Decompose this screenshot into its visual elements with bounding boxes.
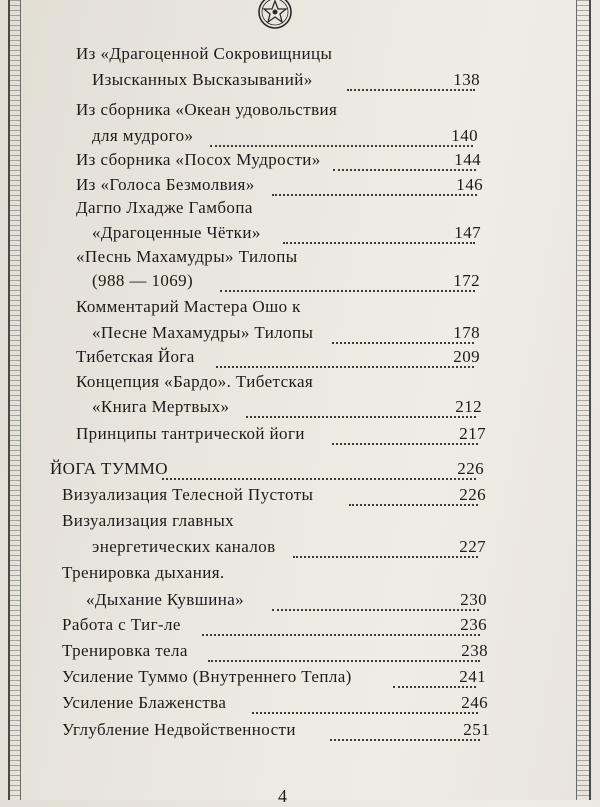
toc-entry bbox=[0, 615, 600, 641]
dot-leader bbox=[208, 658, 480, 662]
toc-entry bbox=[0, 720, 600, 746]
toc-entry bbox=[0, 424, 600, 450]
dot-leader bbox=[252, 710, 478, 714]
toc-page-number: 140 bbox=[451, 126, 478, 145]
toc-entry bbox=[0, 223, 600, 249]
toc-page-number: 147 bbox=[454, 223, 481, 242]
toc-page-number: 209 bbox=[453, 347, 480, 366]
toc-page-number: 226 bbox=[459, 485, 486, 504]
dot-leader bbox=[216, 364, 474, 368]
toc-entry-title: Тренировка тела bbox=[62, 641, 188, 660]
toc-entry-title: Усиление Блаженства bbox=[62, 693, 227, 712]
toc-entry-title: Из «Голоса Безмолвия» bbox=[76, 175, 255, 194]
toc-entry bbox=[0, 100, 600, 126]
toc-entry-title: Работа с Тиг-ле bbox=[62, 615, 181, 634]
toc-entry bbox=[0, 347, 600, 373]
toc-page-number: 178 bbox=[453, 323, 480, 342]
toc-entry-title: (988 — 1069) bbox=[92, 271, 194, 290]
toc-page-number: 246 bbox=[461, 693, 488, 712]
toc-entry-title: Комментарий Мастера Ошо к bbox=[76, 297, 301, 316]
toc-page-number: 146 bbox=[456, 175, 483, 194]
toc-entry-title: Принципы тантрической йоги bbox=[76, 424, 305, 443]
dot-leader bbox=[210, 143, 473, 147]
toc-page-number: 241 bbox=[459, 667, 486, 686]
star-emblem-icon bbox=[257, 0, 293, 30]
toc-entry bbox=[0, 247, 600, 273]
page-number: 4 bbox=[278, 786, 287, 806]
toc-page-number: 138 bbox=[453, 70, 480, 89]
toc-entry-title: энергетических каналов bbox=[92, 537, 276, 556]
toc-entry-title: для мудрого» bbox=[92, 126, 194, 145]
toc-entry bbox=[0, 459, 600, 485]
toc-entry-title: Из «Драгоценной Сокровищницы bbox=[76, 44, 333, 63]
toc-page-number: 251 bbox=[463, 720, 490, 739]
toc-entry-title: «Книга Мертвых» bbox=[92, 397, 230, 416]
toc-entry-title: «Дыхание Кувшина» bbox=[86, 590, 245, 609]
toc-entry bbox=[0, 372, 600, 398]
toc-entry-title: Визуализация Телесной Пустоты bbox=[62, 485, 314, 504]
dot-leader bbox=[220, 288, 475, 292]
toc-entry-title: «Песнь Махамудры» Тилопы bbox=[76, 247, 298, 266]
toc-entry bbox=[0, 198, 600, 224]
toc-entry bbox=[0, 397, 600, 423]
toc-page-number: 227 bbox=[459, 537, 486, 556]
toc-entry bbox=[0, 641, 600, 667]
toc-entry bbox=[0, 511, 600, 537]
toc-entry-title: Тибетская Йога bbox=[76, 347, 195, 366]
toc-entry-title: Концепция «Бардо». Тибетская bbox=[76, 372, 314, 391]
toc-page-number: 238 bbox=[461, 641, 488, 660]
toc-page-number: 212 bbox=[455, 397, 482, 416]
toc-entry bbox=[0, 667, 600, 693]
toc-entry-title: ЙОГА ТУММО bbox=[50, 459, 168, 478]
toc-page-number: 230 bbox=[460, 590, 487, 609]
toc-entry bbox=[0, 537, 600, 563]
toc-entry-title: Углубление Недвойственности bbox=[62, 720, 296, 739]
toc-entry-title: Усиление Туммо (Внутреннего Тепла) bbox=[62, 667, 352, 686]
toc-page-number: 217 bbox=[459, 424, 486, 443]
toc-entry bbox=[0, 590, 600, 616]
toc-entry-title: Из сборника «Посох Мудрости» bbox=[76, 150, 321, 169]
toc-entry-title: Изысканных Высказываний» bbox=[92, 70, 313, 89]
toc-page-number: 172 bbox=[453, 271, 480, 290]
toc-page-number: 144 bbox=[454, 150, 481, 169]
toc-entry-title: «Драгоценные Чётки» bbox=[92, 223, 261, 242]
toc-entry bbox=[0, 271, 600, 297]
toc-entry-title: Визуализация главных bbox=[62, 511, 235, 530]
toc-entry-title: «Песне Махамудры» Тилопы bbox=[92, 323, 314, 342]
toc-entry-title: Дагпо Лхадже Гамбопа bbox=[76, 198, 253, 217]
toc-page-number: 236 bbox=[460, 615, 487, 634]
toc-entry-title: Из сборника «Океан удовольствия bbox=[76, 100, 338, 119]
toc-entry bbox=[0, 563, 600, 589]
toc-entry bbox=[0, 323, 600, 349]
toc-entry bbox=[0, 297, 600, 323]
dot-leader bbox=[162, 476, 476, 480]
toc-entry bbox=[0, 70, 600, 96]
toc-entry bbox=[0, 485, 600, 511]
toc-entry bbox=[0, 693, 600, 719]
toc-entry bbox=[0, 44, 600, 70]
dot-leader bbox=[202, 632, 480, 636]
toc-entry bbox=[0, 126, 600, 152]
toc-page-number: 226 bbox=[457, 459, 484, 478]
toc-entry bbox=[0, 150, 600, 176]
toc-entry-title: Тренировка дыхания. bbox=[62, 563, 225, 582]
